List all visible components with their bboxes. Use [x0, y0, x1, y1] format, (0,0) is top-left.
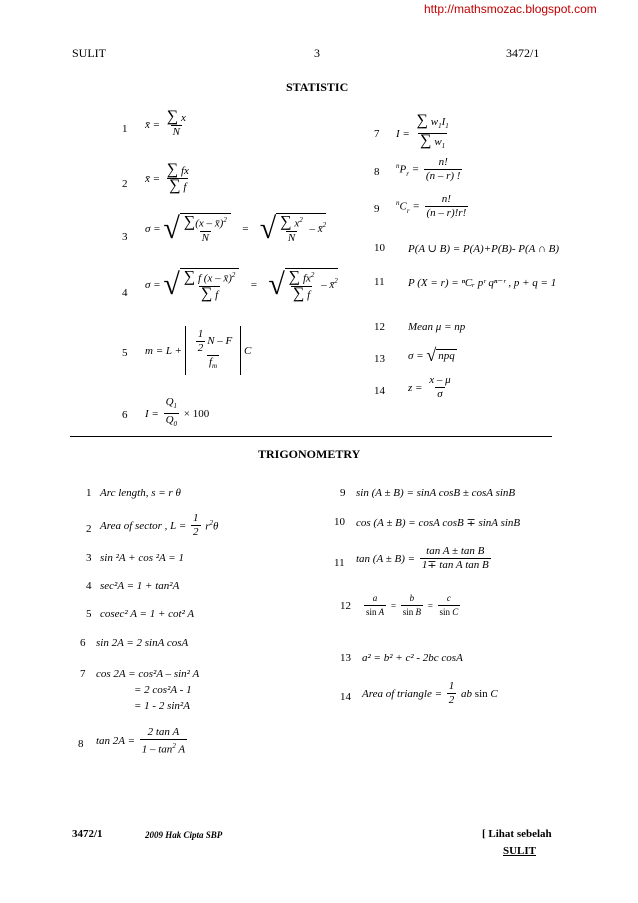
stat-formula-number: 12 [374, 321, 385, 333]
stat-formula-median: m = L + $\frac{1}{2}$ N – F $f_m$ C [145, 326, 251, 375]
trig-formula-sector-area: Area of sector , L = $\frac{1}{2}$ $r^2\theta$ [100, 512, 219, 538]
stat-formula-binomial: P (X = r) = ⁿCᵣ pʳ qⁿ⁻ʳ , p + q = 1 [408, 277, 557, 289]
stat-formula-number: 2 [122, 178, 128, 190]
trig-formula-cosine-rule: a² = b² + c² - 2bc cosA [362, 652, 463, 664]
blog-url[interactable]: http://mathsmozac.blogspot.com [424, 2, 597, 16]
stat-formula-number: 10 [374, 242, 385, 254]
stat-formula-sd-freq: σ = √ $\frac{\sum f (x - x̄)^2}{\sum f}$ = √ $\frac{\sum fx^2}{\sum f}$ – x̄$^2$ [145, 268, 338, 302]
stat-formula-mean-freq: x̄ = $\frac{\sum fx}{\sum f}$ [145, 161, 189, 194]
footer-code: 3472/1 [72, 828, 103, 840]
trig-formula-number: 11 [334, 557, 345, 569]
stat-formula-sd: σ = √ $\frac{\sum(x - x̄)^2}{N}$ = √ $\frac{\sum x^2}{N}$ – x̄$^2$ [145, 212, 327, 245]
stat-formula-number: 14 [374, 385, 385, 397]
trig-formula-number: 9 [340, 487, 346, 499]
stat-formula-permutation: $^nP_r$ = $\frac{n!}{(n - r) !}$ [396, 156, 461, 182]
stat-formula-number: 6 [122, 409, 128, 421]
trig-formula-number: 6 [80, 637, 86, 649]
stat-formula-mean: x̄ = $\frac{\sum x}{N}$ [145, 108, 186, 138]
trig-formula-cosec: cosec² A = 1 + cot² A [100, 608, 195, 620]
trig-formula-cos-sum: cos (A ± B) = cosA cosB ∓ sinA sinB [356, 517, 521, 529]
stat-formula-weighted-index: I = $\frac{\sum w_1I_1}{\sum w_1}$ [396, 114, 453, 153]
stat-formula-number: 8 [374, 166, 380, 178]
trig-formula-sin-sum: sin (A ± B) = sinA cosB ± cosA sinB [356, 487, 516, 499]
footer-copyright: 2009 Hak Cipta SBP [145, 830, 223, 840]
trig-formula-tan-sum: tan (A ± B) = $\frac{\text{tan A ± tan B}}{\text{1∓ tan A tan B}}$ [356, 545, 489, 571]
header-sulit: SULIT [72, 46, 106, 60]
stat-formula-number: 7 [374, 128, 380, 140]
stat-formula-number: 3 [122, 231, 128, 243]
trig-formula-number: 3 [86, 552, 92, 564]
section-title-trigonometry: TRIGONOMETRY [258, 447, 361, 461]
trig-formula-sec: sec²A = 1 + tan²A [100, 580, 180, 592]
trig-formula-number: 4 [86, 580, 92, 592]
trig-formula-arc-length: Arc length, s = r θ [100, 487, 181, 499]
stat-formula-number: 13 [374, 353, 385, 365]
trig-formula-cos-double-line2: = 2 cos²A - 1 [134, 684, 192, 696]
trig-formula-number: 5 [86, 608, 92, 620]
trig-formula-sine-rule: $\frac{a}{\text{sin A}}$ = $\frac{b}{\text{sin B}}$ = $\frac{c}{\text{sin C}}$ [366, 593, 459, 617]
stat-formula-union: P(A ∪ B) = P(A)+P(B)- P(A ∩ B) [408, 243, 560, 255]
trig-formula-sin-double: sin 2A = 2 sinA cosA [96, 637, 189, 649]
trig-formula-number: 14 [340, 691, 351, 703]
trig-formula-number: 1 [86, 487, 92, 499]
page-number: 3 [314, 46, 320, 60]
trig-formula-number: 7 [80, 668, 86, 680]
stat-formula-number: 4 [122, 287, 128, 299]
stat-formula-number: 1 [122, 123, 128, 135]
trig-formula-cos-double: cos 2A = cos²A – sin² A [96, 668, 200, 680]
stat-formula-binomial-sd: σ = √ npq [408, 345, 455, 365]
trig-formula-number: 13 [340, 652, 351, 664]
footer-sulit: SULIT [503, 845, 537, 857]
trig-formula-number: 12 [340, 600, 351, 612]
stat-formula-binomial-mean: Mean μ = np [408, 321, 466, 333]
trig-formula-pythagorean: sin ²A + cos ²A = 1 [100, 552, 184, 564]
stat-formula-number: 11 [374, 276, 385, 288]
trig-formula-cos-double-line3: = 1 - 2 sin²A [134, 700, 190, 712]
section-divider [70, 436, 552, 437]
footer-next-page: [ Lihat sebelah [482, 828, 552, 840]
section-title-statistic: STATISTIC [286, 80, 349, 94]
trig-formula-number: 10 [334, 516, 345, 528]
stat-formula-z-score: z = $\frac{x - \mu}{\sigma}$ [408, 374, 451, 400]
trig-formula-tan-double: tan 2A = $\frac{\text{2 tan A}}{1 - \tan^2 A}$ [96, 726, 186, 756]
stat-formula-number: 5 [122, 347, 128, 359]
trig-formula-number: 2 [86, 523, 92, 535]
stat-formula-combination: $^nC_r$ = $\frac{n!}{(n - r)!r!}$ [396, 193, 467, 219]
stat-formula-index: I = $\frac{Q_1}{Q_0}$ × 100 [145, 396, 209, 431]
stat-formula-number: 9 [374, 203, 380, 215]
header-code: 3472/1 [506, 46, 540, 60]
trig-formula-triangle-area: Area of triangle = $\frac{1}{2}$ ab sin C [362, 680, 498, 706]
trig-formula-number: 8 [78, 738, 84, 750]
